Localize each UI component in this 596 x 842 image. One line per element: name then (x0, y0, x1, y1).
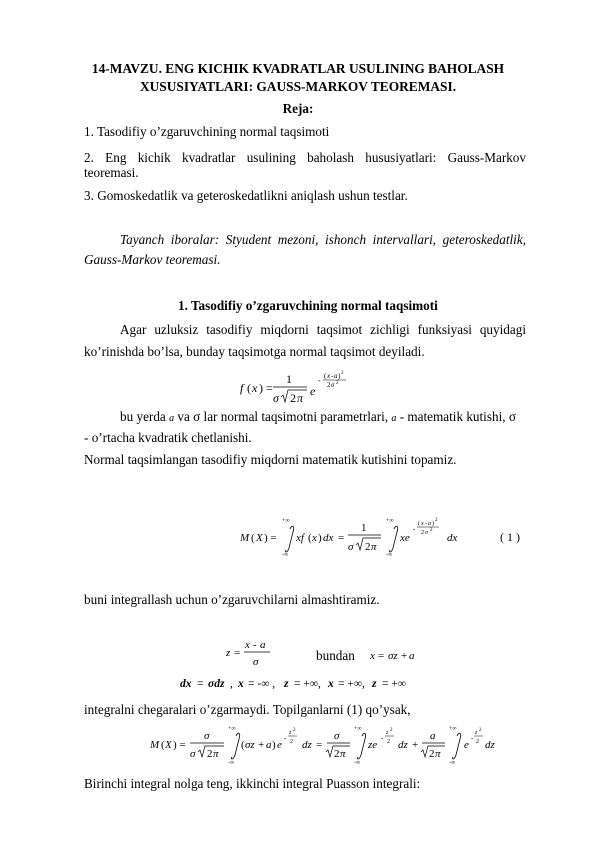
svg-text:-∞: -∞ (449, 760, 456, 766)
density-formula (240, 368, 350, 408)
svg-text:2: 2 (435, 518, 438, 523)
svg-text:-∞: -∞ (282, 552, 289, 558)
svg-text:1: 1 (286, 372, 292, 386)
svg-text:σz: σz (388, 650, 398, 662)
svg-text:z: z (386, 730, 389, 736)
svg-text:-∞: -∞ (228, 760, 235, 766)
svg-text:a: a (409, 650, 415, 662)
svg-text:=: = (338, 532, 345, 544)
svg-text:-: - (331, 372, 334, 380)
symbol-a: a (169, 413, 175, 424)
svg-text:2: 2 (336, 381, 339, 386)
paragraph-5: integralni chegaralari o’zgarmaydi. Topilganlarni (1) qo’ysak, (84, 702, 411, 717)
svg-text:e: e (277, 739, 282, 751)
paragraph-4: buni integrallash uchun o’zgaruvchilarni almashtiramiz. (84, 592, 380, 607)
svg-text:2: 2 (430, 528, 433, 533)
plan-item-1: 1. Tasodifiy o’zgaruvchining normal taqsimoti (84, 124, 330, 139)
svg-text:ze: ze (368, 739, 378, 751)
inverse-substitution (370, 646, 440, 666)
svg-text:-: - (318, 376, 321, 385)
svg-text:2: 2 (207, 748, 213, 760)
symbol-a-2: a (391, 413, 397, 424)
svg-text:a: a (430, 730, 436, 742)
svg-text:1: 1 (361, 522, 367, 534)
svg-text:(: ( (418, 521, 420, 527)
expectation-formula (240, 514, 480, 560)
svg-text:X: X (256, 532, 263, 544)
svg-text:dz: dz (302, 739, 312, 751)
keywords-line-1: Tayanch iboralar: Styudent mezoni, ishonch intervallari, geteroskedatlik, (120, 232, 526, 247)
svg-text:xf: xf (296, 532, 304, 544)
svg-text:+: + (412, 739, 419, 751)
bundan-text: bundan (316, 648, 355, 663)
svg-text:X: X (165, 739, 172, 751)
svg-text:(: ( (324, 372, 327, 380)
svg-text:+∞: +∞ (354, 726, 362, 732)
svg-text:x: x (328, 678, 334, 690)
svg-text:): ) (338, 372, 341, 380)
svg-text:M: M (150, 739, 160, 751)
svg-text:): ) (432, 521, 434, 527)
svg-text:e: e (310, 384, 316, 398)
svg-text:-: - (413, 525, 416, 533)
section-heading: 1. Tasodifiy o’zgaruvchining normal taqsimoti (178, 298, 438, 313)
svg-text:x: x (245, 639, 250, 651)
plan-item-2: 2. Eng kichik kvadratlar usulining baholash hususiyatlari: Gauss-Markov (84, 150, 526, 165)
svg-text:,: , (230, 678, 233, 690)
svg-text:2: 2 (290, 739, 293, 745)
svg-text:) =: ) = (264, 532, 277, 544)
svg-text:-: - (253, 639, 257, 651)
svg-text:2: 2 (290, 391, 296, 405)
svg-text:π: π (213, 748, 219, 760)
svg-text:a: a (334, 372, 338, 380)
paragraph-1-line-1: Agar uzluksiz tasodifiy miqdorni taqsimot zichligi funksiyasi quyidagi (120, 322, 526, 337)
svg-text:x: x (327, 372, 331, 380)
svg-text:dz: dz (398, 739, 408, 751)
svg-text:π: π (435, 748, 441, 760)
svg-text:z: z (284, 678, 289, 690)
plan-heading: Reja: (282, 101, 314, 116)
svg-text:-∞: -∞ (386, 552, 393, 558)
svg-text:2: 2 (365, 541, 371, 553)
svg-text:e: e (464, 739, 469, 751)
svg-text:2: 2 (421, 530, 424, 536)
svg-text:2: 2 (327, 381, 331, 389)
svg-text:σ: σ (348, 541, 354, 553)
svg-text:a: a (266, 739, 272, 751)
svg-text:+∞: +∞ (386, 518, 394, 524)
svg-text:2: 2 (476, 739, 479, 745)
svg-text:=: = (378, 650, 385, 662)
svg-text:2: 2 (479, 728, 482, 733)
svg-text:a: a (260, 639, 266, 651)
svg-text:+∞: +∞ (449, 726, 457, 732)
svg-text:-: - (284, 734, 287, 742)
svg-text:+: + (401, 650, 408, 662)
svg-text:dz: dz (485, 739, 495, 751)
svg-text:=: = (234, 647, 241, 659)
svg-text:2: 2 (390, 728, 393, 733)
svg-text:= +∞: = +∞ (382, 678, 407, 690)
svg-text:-: - (425, 521, 427, 527)
svg-text:(: ( (247, 381, 251, 395)
svg-text:x: x (238, 678, 244, 690)
svg-text:x: x (252, 381, 258, 395)
svg-text:=: = (316, 739, 323, 751)
paragraph-6: Birinchi integral nolga teng, ikkinchi integral Puasson integrali: (84, 776, 421, 791)
svg-text:-: - (471, 734, 474, 742)
svg-text:= +∞,: = +∞, (338, 678, 365, 690)
svg-text:2: 2 (429, 748, 435, 760)
svg-text:= -∞ ,: = -∞ , (248, 678, 276, 690)
svg-text:2: 2 (387, 739, 390, 745)
svg-text:z: z (289, 730, 292, 736)
paragraph-2-text-c: - matematik kutishi, σ (399, 409, 516, 424)
paragraph-2-line-2: - o’rtacha kvadratik chetlanishi. (84, 430, 252, 445)
svg-text:σ: σ (273, 391, 279, 405)
limits-formula (180, 674, 480, 694)
title-line-1: 14-MAVZU. ENG KICHIK KVADRATLAR USULINING BAHOLASH (91, 61, 505, 76)
svg-text:a: a (428, 521, 431, 527)
svg-text:= +∞,: = +∞, (294, 678, 321, 690)
svg-text:-: - (381, 734, 384, 742)
svg-text:z: z (475, 730, 478, 736)
svg-text:+∞: +∞ (282, 518, 290, 524)
svg-text:M: M (240, 532, 250, 544)
svg-text:(: ( (251, 532, 255, 544)
svg-text:2: 2 (341, 371, 344, 376)
svg-text:π: π (371, 541, 377, 553)
svg-text:dx: dx (180, 678, 192, 690)
svg-text:x: x (312, 532, 317, 544)
svg-text:(: ( (241, 739, 245, 751)
svg-text:+∞: +∞ (228, 726, 236, 732)
svg-text:π: π (340, 748, 346, 760)
paragraph-1-line-2: ko’rinishda bo’lsa, bunday taqsimotga normal taqsimot deyiladi. (84, 344, 425, 359)
svg-text:σ: σ (334, 730, 340, 742)
svg-text:=: = (197, 678, 204, 690)
paragraph-2-line-1 (120, 409, 526, 427)
svg-text:z: z (226, 647, 231, 659)
paragraph-3: Normal taqsimlangan tasodifiy miqdorni matematik kutishini topamiz. (84, 452, 457, 467)
svg-text:2: 2 (334, 748, 340, 760)
svg-text:): ) (318, 532, 322, 544)
svg-text:(: ( (161, 739, 165, 751)
equation-number-1: ( 1 ) (500, 530, 520, 544)
plan-item-2-cont: teoremasi. (84, 165, 139, 180)
keywords-line-2: Gauss-Markov teoremasi. (84, 252, 221, 267)
svg-text:σdz: σdz (208, 678, 225, 690)
svg-text:2: 2 (293, 728, 296, 733)
svg-text:-∞: -∞ (354, 760, 361, 766)
svg-text:σ: σ (190, 748, 196, 760)
svg-text:xe: xe (400, 532, 410, 544)
svg-text:): ) (272, 739, 276, 751)
paragraph-2-text-a: bu yerda (120, 409, 166, 424)
svg-text:σ: σ (253, 656, 259, 668)
paragraph-2-text-b: va σ lar normal taqsimotni parametrlari, (177, 409, 389, 424)
svg-text:(: ( (308, 532, 312, 544)
svg-text:dx: dx (323, 532, 334, 544)
svg-text:σ: σ (425, 530, 428, 536)
svg-text:) =: ) = (173, 739, 186, 751)
document-title (70, 60, 526, 96)
svg-text:x: x (421, 521, 424, 527)
svg-text:σz: σz (245, 739, 255, 751)
title-line-2: XUSUSIYATLARI: GAUSS-MARKOV TEOREMASI. (139, 79, 457, 94)
svg-text:z: z (372, 678, 377, 690)
svg-text:σ: σ (331, 381, 335, 389)
substitution-formula (226, 636, 286, 670)
svg-text:x: x (370, 650, 375, 662)
svg-text:) =: ) = (259, 381, 273, 395)
svg-text:+: + (258, 739, 265, 751)
plan-item-3: 3. Gomoskedatlik va geteroskedatlikni aniqlash ushun testlar. (84, 188, 408, 203)
svg-text:dx: dx (447, 532, 458, 544)
expanded-expectation-formula (150, 722, 495, 768)
svg-text:f: f (240, 381, 244, 395)
svg-text:π: π (297, 391, 304, 405)
svg-text:σ: σ (204, 730, 210, 742)
